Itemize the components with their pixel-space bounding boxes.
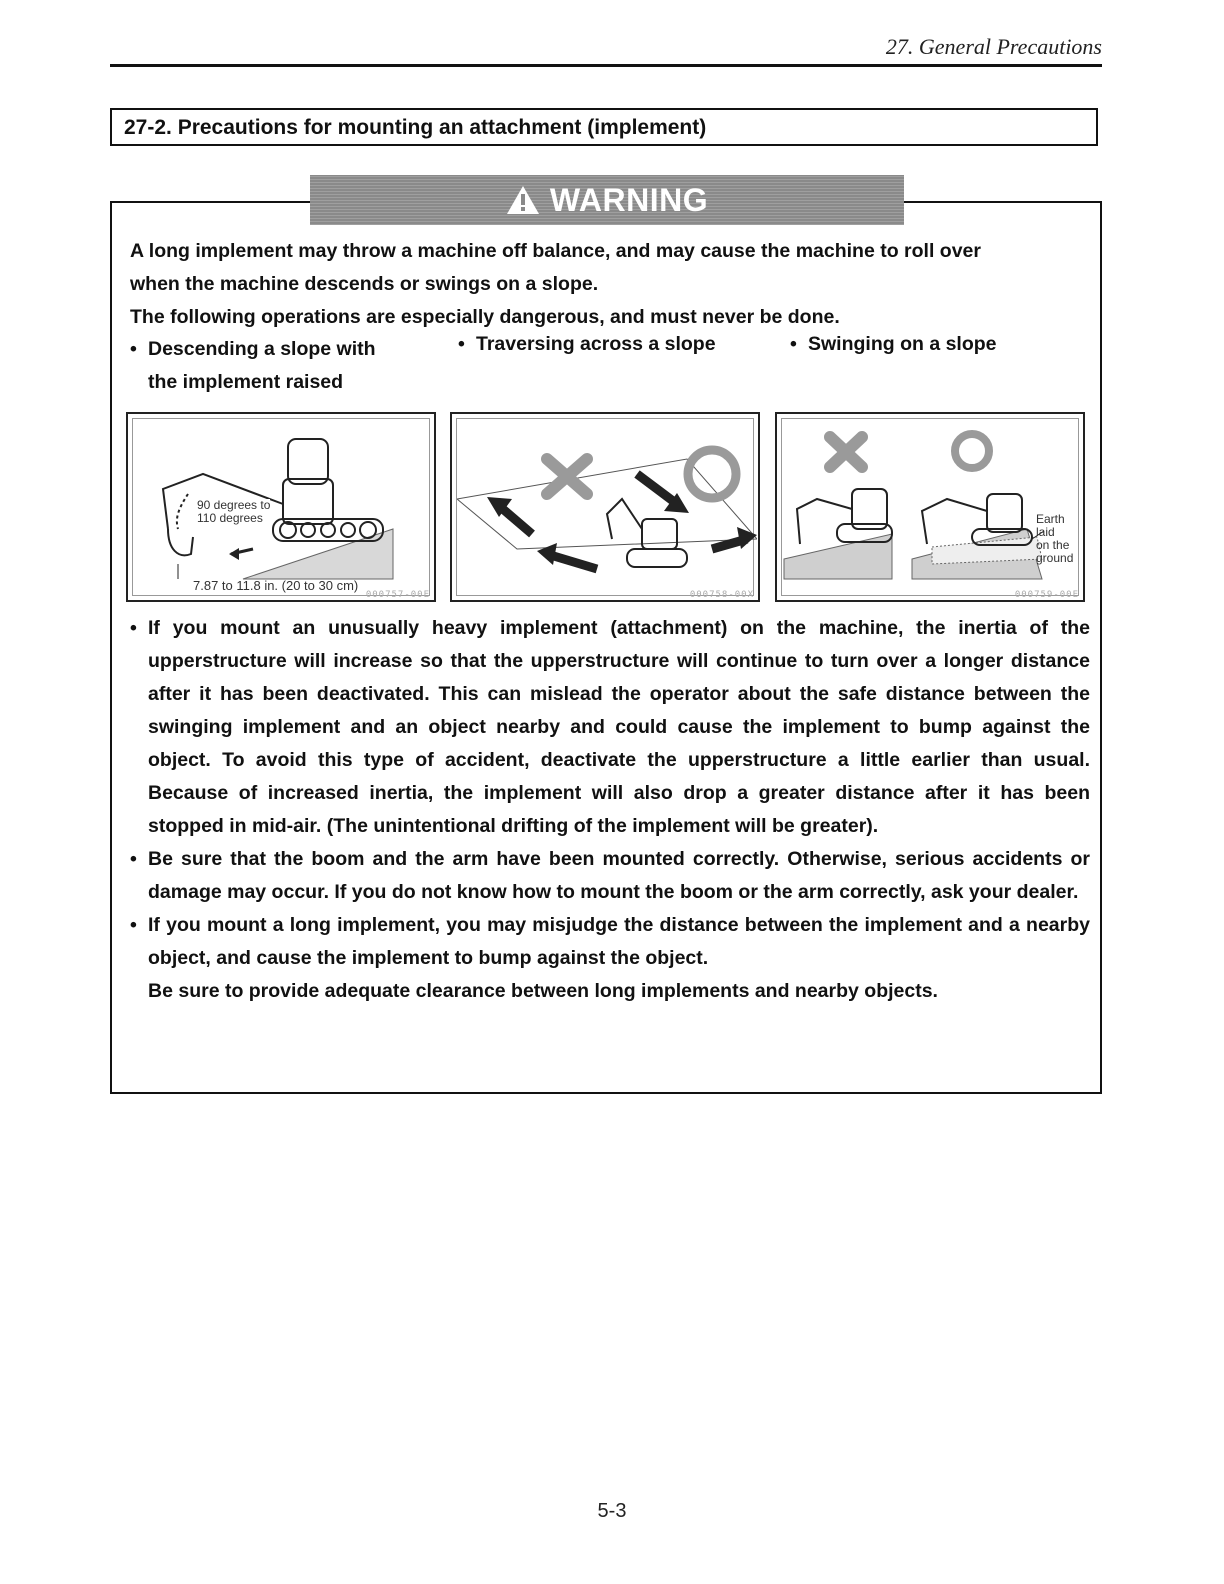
height-label: 7.87 to 11.8 in. (20 to 30 cm)	[193, 578, 359, 593]
warning-intro-line-2: when the machine descends or swings on a slope.	[130, 273, 599, 295]
figure-code: 000757-00E	[365, 590, 430, 600]
figure-descending-slope	[126, 412, 436, 602]
warning-label: WARNING	[549, 181, 709, 218]
angle-label: 90 degrees to 110 degrees	[197, 498, 271, 525]
precaution-list	[130, 612, 1090, 1008]
allowed-o-icon	[955, 434, 989, 468]
figure-code: 000759-00E	[1014, 590, 1079, 600]
warning-intro-line-3: The following operations are especially dangerous, and must never be done.	[130, 306, 840, 328]
prohibited-x-icon	[830, 437, 862, 467]
running-header: 27. General Precautions	[885, 34, 1102, 59]
dangerous-op-traversing: • Traversing across a slope	[458, 333, 716, 355]
final-note: Be sure to provide adequate clearance between long implements and nearby objects.	[148, 980, 938, 1002]
list-item: • Be sure that the boom and the arm have been mounted correctly. Otherwise, serious accidents or damage may occur. If you do not know how to mount the boom or the arm correctly, ask your dealer.	[130, 848, 1090, 903]
figure-traversing-slope	[450, 412, 760, 602]
excavator-descending-illustration	[133, 419, 433, 599]
list-item: • If you mount a long implement, you may misjudge the distance between the implement and a nearby object, and cause the implement to bump against the object.	[130, 914, 1090, 969]
header-rule	[110, 64, 1102, 67]
list-item: • If you mount an unusually heavy implement (attachment) on the machine, the inertia of the upperstructure will increase so that the upperstructure will continue to turn over a longer distance after it has been deactivated. This can mislead the operator about the safe distance between the swinging implement and an object nearby and could cause the implement to bump against the object. To avoid this type of accident, deactivate the upperstructure a little earlier than usual. Because of increased inertia, the implement will also drop a greater distance after it has been stopped in mid-air. (The unintentional drifting of the implement will be greater).	[130, 617, 1090, 837]
dangerous-op-descending: • Descending a slope with the implement raised	[130, 338, 376, 393]
warning-intro-line-1: A long implement may throw a machine off balance, and may cause the machine to roll over	[130, 240, 981, 262]
figure-code: 000758-00X	[689, 590, 754, 600]
page-number: 5-3	[597, 1500, 627, 1522]
earth-label: Earth laid on the ground	[1036, 512, 1074, 565]
warning-triangle-icon	[506, 185, 540, 215]
allowed-o-icon	[688, 450, 736, 498]
dangerous-op-swinging: • Swinging on a slope	[790, 333, 997, 355]
warning-banner	[310, 175, 904, 225]
section-title: 27-2. Precautions for mounting an attachment (implement)	[110, 108, 1098, 146]
excavator-swinging-illustration	[782, 419, 1082, 599]
excavator-traversing-illustration	[457, 419, 757, 599]
prohibited-x-icon	[547, 459, 587, 494]
figure-swinging-slope	[775, 412, 1085, 602]
